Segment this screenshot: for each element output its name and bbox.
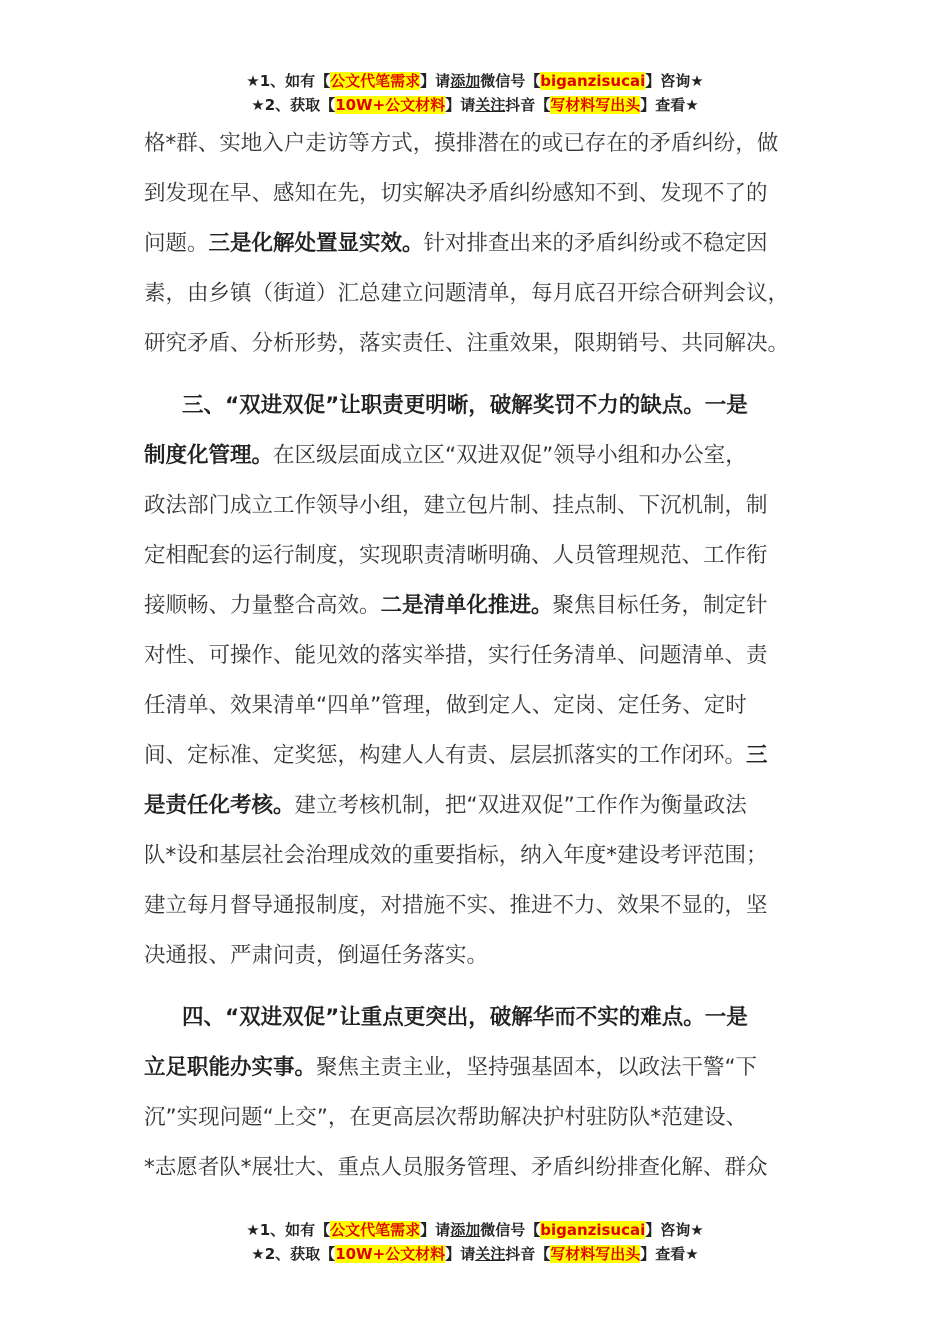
section-heading-3: 三、“双进双促”让职责更明晰，破解奖罚不力的缺点。一是 bbox=[182, 393, 748, 418]
text-line: 沉”实现问题“上交”，在更高层次帮助解决护村驻防队*范建设、 bbox=[144, 1105, 748, 1130]
highlight-materials: 10W+公文材料 bbox=[335, 96, 446, 114]
text-line: 接顺畅、力量整合高效。二是清单化推进。聚焦目标任务，制定针 bbox=[144, 593, 768, 618]
highlight-service: 公文代笔需求 bbox=[330, 1221, 421, 1239]
text-line: 对性、可操作、能见效的落实举措，实行任务清单、问题清单、责 bbox=[144, 643, 768, 668]
promo-banner-bottom bbox=[0, 1218, 950, 1266]
text-line: 间、定标准、定奖惩，构建人人有责、层层抓落实的工作闭环。三 bbox=[144, 743, 768, 768]
bold-heading: 制度化管理。 bbox=[144, 443, 274, 468]
bold-heading: 三是化解处置显实效。 bbox=[208, 231, 424, 256]
promo-line-1: ★1、如有【公文代笔需求】请添加微信号【biganzisucai】咨询★ bbox=[246, 1221, 704, 1239]
highlight-douyin: 写材料写出头 bbox=[550, 1245, 641, 1263]
text-line: 政法部门成立工作领导小组，建立包片制、挂点制、下沉机制，制 bbox=[144, 493, 768, 518]
text-line: 格*群、实地入户走访等方式，摸排潜在的或已存在的矛盾纠纷，做 bbox=[144, 131, 779, 156]
text-line: 立足职能办实事。聚焦主责主业，坚持强基固本，以政法干警“下 bbox=[144, 1055, 758, 1080]
text-line: 队*设和基层社会治理成效的重要指标，纳入年度*建设考评范围； bbox=[144, 843, 768, 868]
text-line: 是责任化考核。建立考核机制，把“双进双促”工作作为衡量政法 bbox=[144, 793, 747, 818]
section-heading-4: 四、“双进双促”让重点更突出，破解华而不实的难点。一是 bbox=[182, 1005, 748, 1030]
highlight-wechat-id: biganzisucai bbox=[540, 72, 646, 90]
promo-line-1: ★1、如有【公文代笔需求】请添加微信号【biganzisucai】咨询★ bbox=[246, 72, 704, 90]
text-line: 建立每月督导通报制度，对措施不实、推进不力、效果不显的，坚 bbox=[144, 893, 768, 918]
promo-banner-top bbox=[0, 69, 950, 117]
text-line: 素，由乡镇（街道）汇总建立问题清单，每月底召开综合研判会议， bbox=[144, 281, 790, 306]
bold-heading: 立足职能办实事。 bbox=[144, 1055, 317, 1080]
text-line: 制度化管理。在区级层面成立区“双进双促”领导小组和办公室， bbox=[144, 443, 747, 468]
bold-heading: 二是清单化推进。 bbox=[380, 593, 553, 618]
highlight-douyin: 写材料写出头 bbox=[550, 96, 641, 114]
text-line: 任清单、效果清单“四单”管理，做到定人、定岗、定任务、定时 bbox=[144, 693, 747, 718]
promo-line-2: ★2、获取【10W+公文材料】请关注抖音【写材料写出头】查看★ bbox=[251, 96, 699, 114]
document-body bbox=[144, 119, 820, 1193]
text-line: 问题。三是化解处置显实效。针对排查出来的矛盾纠纷或不稳定因 bbox=[144, 231, 768, 256]
bold-heading: 三 bbox=[746, 743, 768, 768]
text-line: *志愿者队*展壮大、重点人员服务管理、矛盾纠纷排查化解、群众 bbox=[144, 1155, 768, 1180]
text-line: 到发现在早、感知在先，切实解决矛盾纠纷感知不到、发现不了的 bbox=[144, 181, 768, 206]
highlight-wechat-id: biganzisucai bbox=[540, 1221, 646, 1239]
text-line: 决通报、严肃问责，倒逼任务落实。 bbox=[144, 943, 489, 968]
text-line: 定相配套的运行制度，实现职责清晰明确、人员管理规范、工作衔 bbox=[144, 543, 768, 568]
promo-line-2: ★2、获取【10W+公文材料】请关注抖音【写材料写出头】查看★ bbox=[251, 1245, 699, 1263]
text-line: 研究矛盾、分析形势，落实责任、注重效果，限期销号、共同解决。 bbox=[144, 331, 790, 356]
bold-heading: 是责任化考核。 bbox=[144, 793, 295, 818]
highlight-service: 公文代笔需求 bbox=[330, 72, 421, 90]
highlight-materials: 10W+公文材料 bbox=[335, 1245, 446, 1263]
